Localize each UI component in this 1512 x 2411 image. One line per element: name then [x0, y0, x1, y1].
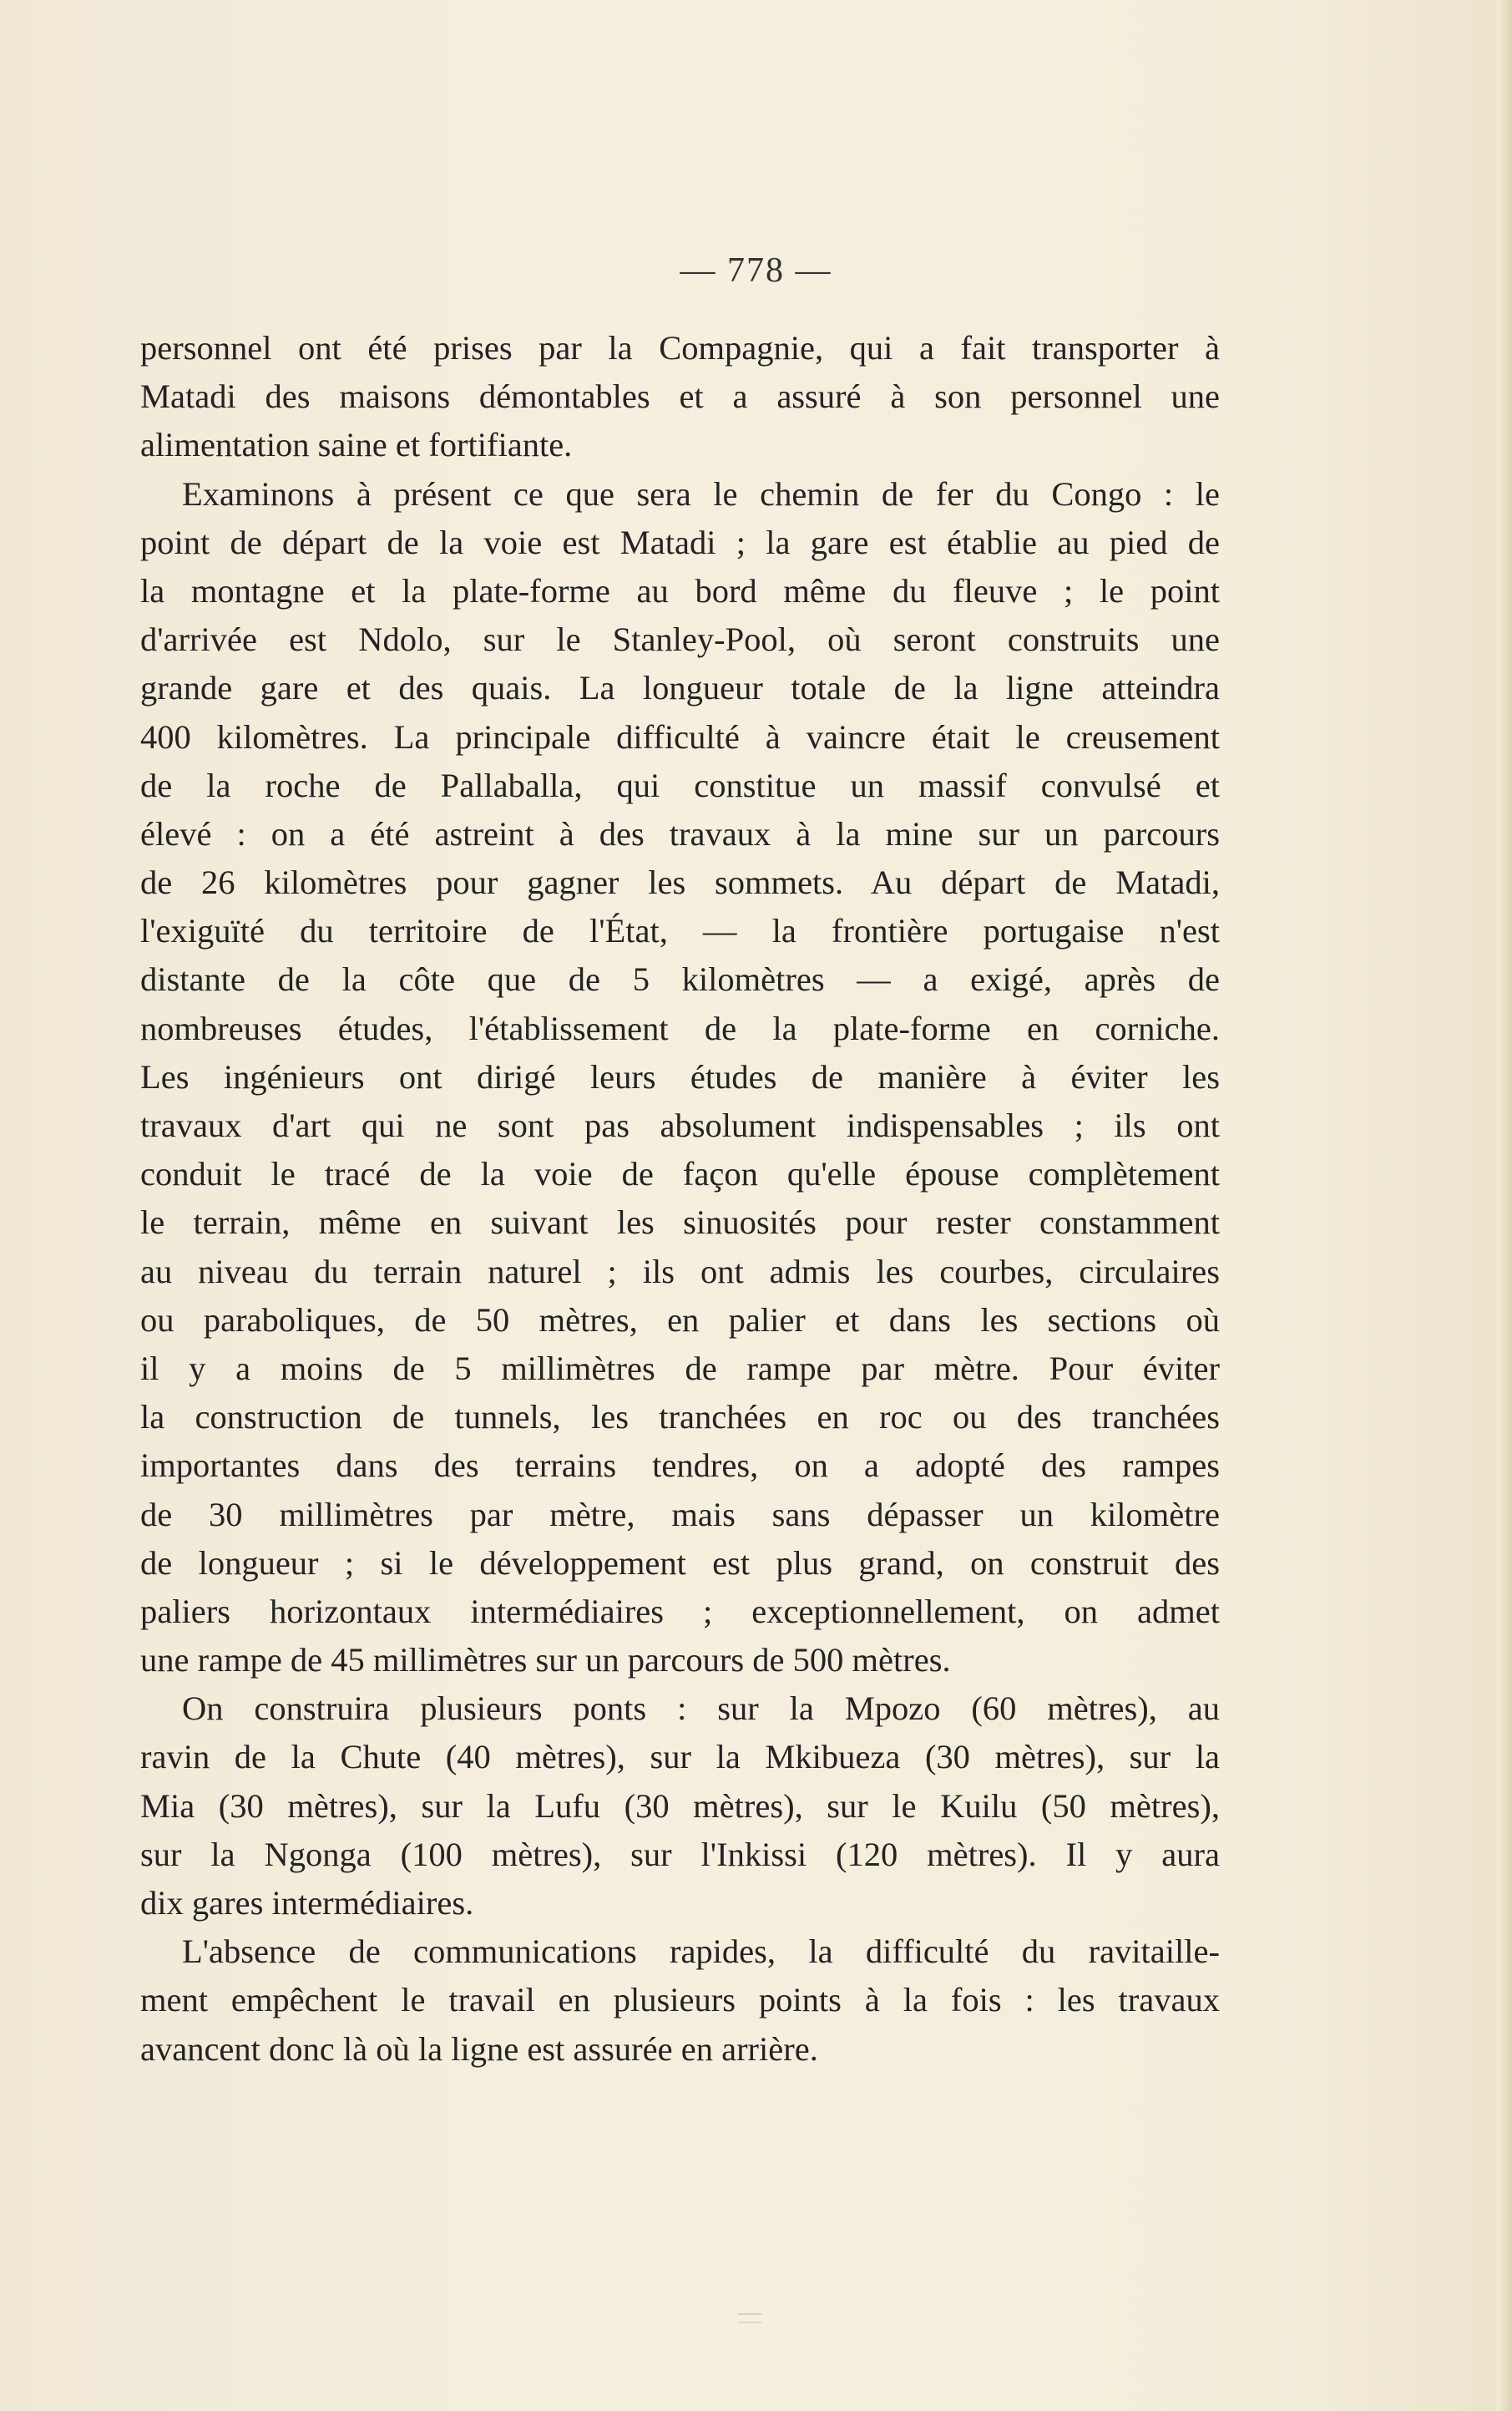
- text-line: paliers horizontaux intermédiaires ; exceptionnellement, on admet: [140, 1592, 1220, 1630]
- text-line: élevé : on a été astreint à des travaux à la mine sur un parcours: [140, 814, 1220, 853]
- text-line: nombreuses études, l'établissement de la plate-forme en corniche.: [140, 1009, 1220, 1047]
- text-line: distante de la côte que de 5 kilomètres — a exigé, après de: [140, 960, 1220, 999]
- text-line: il y a moins de 5 millimètres de rampe par mètre. Pour éviter: [140, 1349, 1220, 1387]
- text-line: personnel ont été prises par la Compagnie, qui a fait transporter à: [140, 329, 1220, 367]
- page-edge-shadow: [1497, 0, 1512, 2411]
- text-line: Les ingénieurs ont dirigé leurs études de manière à éviter les: [140, 1057, 1220, 1096]
- text-line: de 26 kilomètres pour gagner les sommets. Au départ de Matadi,: [140, 864, 1220, 902]
- text-line: dix gares intermédiaires.: [140, 1884, 474, 1922]
- text-line: point de départ de la voie est Matadi ; la gare est établie au pied de: [140, 523, 1220, 561]
- text-line: au niveau du terrain naturel ; ils ont admis les courbes, circulaires: [140, 1252, 1220, 1290]
- page-number: — 778 —: [680, 251, 832, 290]
- text-line: grande gare et des quais. La longueur totale de la ligne atteindra: [140, 669, 1220, 707]
- text-line: la construction de tunnels, les tranchées en roc ou des tranchées: [140, 1398, 1220, 1436]
- text-line: alimentation saine et fortifiante.: [140, 426, 573, 464]
- text-line: importantes dans des terrains tendres, on a adopté des rampes: [140, 1446, 1220, 1485]
- text-line: ment empêchent le travail en plusieurs points à la fois : les travaux: [140, 1981, 1220, 2019]
- text-line: sur la Ngonga (100 mètres), sur l'Inkissi (120 mètres). Il y aura: [140, 1835, 1220, 1873]
- text-line: de la roche de Pallaballa, qui constitue un massif convulsé et: [140, 766, 1220, 804]
- text-line: l'exiguïté du territoire de l'État, — la frontière portugaise n'est: [140, 912, 1220, 950]
- text-line: avancent donc là où la ligne est assurée en arrière.: [140, 2029, 818, 2068]
- text-line: ravin de la Chute (40 mètres), sur la Mkibueza (30 mètres), sur la: [140, 1738, 1220, 1776]
- print-mark: [738, 2313, 761, 2323]
- text-line: la montagne et la plate-forme au bord même du fleuve ; le point: [140, 571, 1220, 610]
- body-text: [140, 324, 1220, 2074]
- text-line: de longueur ; si le développement est plus grand, on construit des: [140, 1543, 1220, 1582]
- text-line: une rampe de 45 millimètres sur un parcours de 500 mètres.: [140, 1641, 951, 1679]
- text-line: Mia (30 mètres), sur la Lufu (30 mètres), sur le Kuilu (50 mètres),: [140, 1786, 1220, 1825]
- text-line: le terrain, même en suivant les sinuosités pour rester constamment: [140, 1203, 1220, 1242]
- text-line: On construira plusieurs ponts : sur la Mpozo (60 mètres), au: [182, 1689, 1220, 1728]
- text-line: conduit le tracé de la voie de façon qu'elle épouse complètement: [140, 1155, 1220, 1193]
- text-line: de 30 millimètres par mètre, mais sans dépasser un kilomètre: [140, 1495, 1220, 1533]
- text-line: travaux d'art qui ne sont pas absolument indispensables ; ils ont: [140, 1107, 1220, 1144]
- text-line: Matadi des maisons démontables et a assuré à son personnel une: [140, 377, 1220, 416]
- text-line: L'absence de communications rapides, la difficulté du ravitaille-: [182, 1932, 1220, 1971]
- text-line: ou paraboliques, de 50 mètres, en palier et dans les sections où: [140, 1300, 1220, 1339]
- text-line: Examinons à présent ce que sera le chemin de fer du Congo : le: [182, 474, 1220, 513]
- text-line: 400 kilomètres. La principale difficulté à vaincre était le creusement: [140, 717, 1220, 756]
- text-line: d'arrivée est Ndolo, sur le Stanley-Pool, où seront construits une: [140, 620, 1220, 659]
